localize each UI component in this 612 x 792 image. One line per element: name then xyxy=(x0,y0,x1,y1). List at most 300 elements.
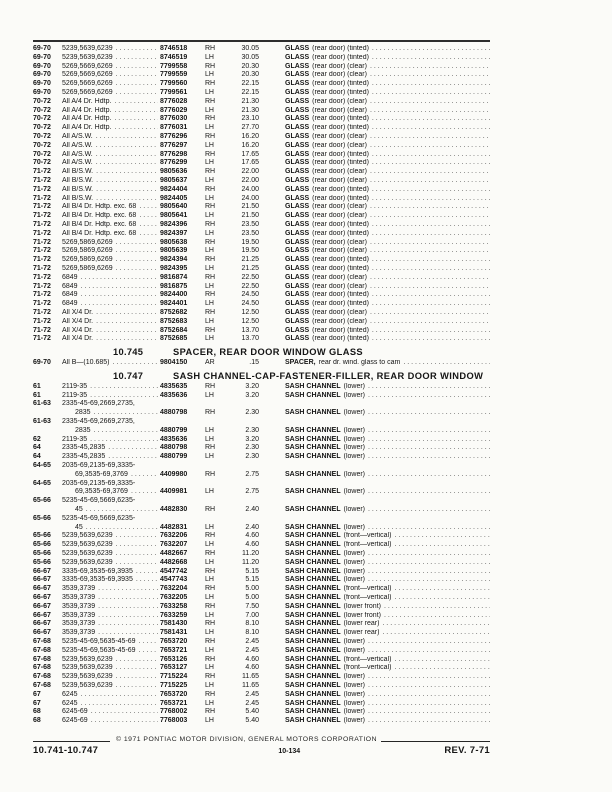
part-detail: (rear door) (clear) xyxy=(312,308,367,316)
price-cell: 22.50 xyxy=(241,273,259,281)
part-detail: (rear door) (tinted) xyxy=(312,220,369,228)
table-row xyxy=(33,418,490,436)
part-name: GLASS xyxy=(285,264,310,272)
model-cell xyxy=(62,133,158,142)
row-line xyxy=(33,436,490,445)
model-cell xyxy=(62,239,158,248)
description-cell xyxy=(285,568,490,577)
dot-leader xyxy=(379,629,490,638)
table-row xyxy=(33,63,490,72)
part-number-cell: 9824397 xyxy=(160,229,188,237)
model-text: 45 xyxy=(75,506,83,514)
part-name: SASH CHANNEL xyxy=(285,646,341,654)
years-cell: 71-72 xyxy=(33,247,51,255)
price-cell: 17.65 xyxy=(241,159,259,167)
description-cell xyxy=(285,107,490,116)
side-cell: RH xyxy=(205,655,216,663)
dot-leader xyxy=(365,506,490,515)
table-row xyxy=(33,71,490,80)
table-row xyxy=(33,700,490,709)
model-text: All X/4 Dr. xyxy=(62,335,94,343)
years-cell: 71-72 xyxy=(33,229,51,237)
row-line xyxy=(33,550,490,559)
part-number-cell: 4880799 xyxy=(160,426,188,434)
years-cell: 71-72 xyxy=(33,238,51,246)
model-text: 5239,5639,6239 xyxy=(62,664,113,672)
dot-leader xyxy=(113,80,158,89)
dot-leader xyxy=(365,673,490,682)
model-cell: 2035-69,2135-69,3335- xyxy=(62,479,136,487)
part-detail: (lower) xyxy=(343,699,366,707)
dot-leader xyxy=(369,80,490,89)
model-text: 5239,5639,6239 xyxy=(62,681,113,689)
model-text: 6245 xyxy=(62,690,78,698)
dot-leader xyxy=(367,318,490,327)
section-header xyxy=(33,370,490,383)
dot-leader xyxy=(365,444,490,453)
part-number-cell: 9805641 xyxy=(160,212,188,220)
part-detail: (lower) xyxy=(343,708,366,716)
row-line xyxy=(33,265,490,274)
model-text: 6849 xyxy=(62,273,78,281)
model-cell xyxy=(62,142,158,151)
years-cell: 71-72 xyxy=(33,168,51,176)
part-name: GLASS xyxy=(285,185,310,193)
model-text: 3539,3739 xyxy=(62,585,96,593)
table-row xyxy=(33,265,490,274)
dot-leader xyxy=(365,568,490,577)
side-cell: LH xyxy=(205,488,214,496)
years-cell: 70-72 xyxy=(33,132,51,140)
row-line xyxy=(33,700,490,709)
part-detail: (lower) xyxy=(343,382,366,390)
dot-leader xyxy=(113,54,158,63)
dot-leader xyxy=(113,239,158,248)
row-line xyxy=(33,664,490,673)
years-cell: 71-72 xyxy=(33,326,51,334)
row-line xyxy=(33,620,490,629)
years-cell: 71-72 xyxy=(33,194,51,202)
model-text: All A/4 Dr. Hdtp. xyxy=(62,97,112,105)
part-name: GLASS xyxy=(285,62,310,70)
row-line xyxy=(33,453,490,462)
model-cell xyxy=(62,717,158,726)
dot-leader xyxy=(391,541,490,550)
model-cell xyxy=(62,453,158,462)
table-row xyxy=(33,647,490,656)
part-detail: (lower) xyxy=(343,673,366,681)
dot-leader xyxy=(113,247,158,256)
model-cell xyxy=(62,664,158,673)
side-cell: RH xyxy=(205,62,216,70)
description-cell xyxy=(285,71,490,80)
part-detail: (lower) xyxy=(343,444,366,452)
dot-leader xyxy=(365,576,490,585)
years-cell: 64 xyxy=(33,453,41,461)
footer-labels xyxy=(33,745,490,756)
dot-leader xyxy=(365,550,490,559)
table-row xyxy=(33,638,490,647)
years-cell: 67-68 xyxy=(33,681,51,689)
dot-leader xyxy=(381,603,490,612)
part-name: SASH CHANNEL xyxy=(285,708,341,716)
table-row xyxy=(33,133,490,142)
side-cell: LH xyxy=(205,717,214,725)
part-number-cell: 4482831 xyxy=(160,523,188,531)
part-detail: (rear door) (clear) xyxy=(312,212,367,220)
model-text: 3335-69,3535-69,3935 xyxy=(62,576,133,584)
dot-leader xyxy=(367,71,490,80)
description-cell xyxy=(285,436,490,445)
side-cell: LH xyxy=(205,523,214,531)
years-cell: 69-70 xyxy=(33,45,51,52)
part-number-cell: 4835635 xyxy=(160,382,188,390)
table-row xyxy=(33,629,490,638)
dot-leader xyxy=(369,159,490,168)
part-name: SASH CHANNEL xyxy=(285,576,341,584)
part-detail: (rear door) (tinted) xyxy=(312,194,369,202)
model-cell xyxy=(62,177,158,186)
part-name: GLASS xyxy=(285,291,310,299)
part-number-cell: 7633259 xyxy=(160,611,188,619)
row-line xyxy=(33,63,490,72)
years-cell: 71-72 xyxy=(33,273,51,281)
dot-leader xyxy=(365,691,490,700)
dot-leader xyxy=(367,133,490,142)
row-line xyxy=(33,409,490,418)
model-cell xyxy=(62,427,158,436)
dot-leader xyxy=(88,708,158,717)
part-detail: (rear door) (tinted) xyxy=(312,264,369,272)
side-cell: RH xyxy=(205,97,216,105)
part-name: SASH CHANNEL xyxy=(285,638,341,645)
dot-leader xyxy=(369,45,490,54)
years-cell: 71-72 xyxy=(33,220,51,228)
side-cell: LH xyxy=(205,159,214,167)
model-text: 2119-35 xyxy=(62,391,88,399)
part-number-cell: 8776030 xyxy=(160,115,188,123)
row-line xyxy=(33,151,490,160)
part-detail: (rear door) (tinted) xyxy=(312,159,369,167)
part-number-cell: 4547743 xyxy=(160,576,188,584)
part-name: GLASS xyxy=(285,132,310,140)
model-text: All A/4 Dr. Hdtp. xyxy=(62,115,112,123)
dot-leader xyxy=(133,568,158,577)
price-cell: 5.00 xyxy=(245,585,259,593)
model-text: 2335-45,2835 xyxy=(62,444,106,452)
dot-leader xyxy=(365,708,490,717)
model-cell xyxy=(62,700,158,709)
dot-leader xyxy=(113,541,158,550)
parts-table xyxy=(33,40,490,726)
row-line xyxy=(33,427,490,436)
row-line xyxy=(33,309,490,318)
years-cell: 65-66 xyxy=(33,514,51,522)
part-number-cell: 7653126 xyxy=(160,655,188,663)
price-cell: 5.00 xyxy=(245,594,259,602)
model-cell xyxy=(62,392,158,401)
model-text: All A/S.W. xyxy=(62,141,93,149)
part-detail: (rear door) (clear) xyxy=(312,247,367,255)
side-cell: LH xyxy=(205,453,214,461)
table-row xyxy=(33,212,490,221)
years-cell: 69-70 xyxy=(33,53,51,61)
table-row xyxy=(33,436,490,445)
part-name: SASH CHANNEL xyxy=(285,523,341,531)
part-name: GLASS xyxy=(285,300,310,308)
part-detail: (rear door) (clear) xyxy=(312,71,367,79)
price-cell: 3.20 xyxy=(245,391,259,399)
side-cell: LH xyxy=(205,435,214,443)
side-cell: RH xyxy=(205,602,216,610)
part-name: SASH CHANNEL xyxy=(285,594,341,602)
side-cell: AR xyxy=(205,359,215,367)
dot-leader xyxy=(369,54,490,63)
model-cell: 5235-45-69,5669,6235- xyxy=(62,514,136,522)
price-cell: 2.30 xyxy=(245,444,259,452)
dot-leader xyxy=(369,327,490,336)
table-row xyxy=(33,168,490,177)
description-cell xyxy=(285,300,490,309)
side-cell: RH xyxy=(205,620,216,628)
years-cell: 66-67 xyxy=(33,594,51,602)
part-number-cell: 9824401 xyxy=(160,300,188,308)
part-detail: (front—vertical) xyxy=(343,664,392,672)
part-number-cell: 4482830 xyxy=(160,506,188,514)
description-cell xyxy=(285,151,490,160)
part-number-cell: 4547742 xyxy=(160,567,188,575)
price-cell: 30.05 xyxy=(241,53,259,61)
side-cell: RH xyxy=(205,470,216,478)
row-line xyxy=(33,488,490,497)
row-line xyxy=(33,576,490,585)
years-cell: 69-70 xyxy=(33,88,51,96)
dot-leader xyxy=(369,186,490,195)
model-text: 3539,3739 xyxy=(62,629,96,637)
side-cell: RH xyxy=(205,382,216,390)
part-name: SASH CHANNEL xyxy=(285,558,341,566)
model-cell xyxy=(62,124,158,133)
part-detail: (rear door) (clear) xyxy=(312,106,367,114)
price-cell: 11.20 xyxy=(242,550,259,558)
side-cell: RH xyxy=(205,238,216,246)
part-number-cell: 9816874 xyxy=(160,273,188,281)
row-line xyxy=(33,515,490,524)
part-number-cell: 4409981 xyxy=(160,488,188,496)
part-detail: (rear door) (clear) xyxy=(312,317,367,325)
part-number-cell: 9824405 xyxy=(160,194,188,202)
model-cell xyxy=(62,256,158,265)
description-cell xyxy=(285,691,490,700)
part-name: GLASS xyxy=(285,326,310,334)
table-row xyxy=(33,673,490,682)
description-cell xyxy=(285,115,490,124)
table-row xyxy=(33,664,490,673)
years-cell: 70-72 xyxy=(33,115,51,123)
description-cell xyxy=(285,186,490,195)
model-text: All X/4 Dr. xyxy=(62,317,94,325)
dot-leader xyxy=(369,265,490,274)
table-row xyxy=(33,107,490,116)
price-cell: 21.50 xyxy=(241,203,259,211)
side-cell: LH xyxy=(205,141,214,149)
description-cell xyxy=(285,124,490,133)
model-cell: 2035-69,2135-69,3335- xyxy=(62,462,136,470)
dot-leader xyxy=(369,195,490,204)
table-row xyxy=(33,453,490,462)
part-detail: (lower) xyxy=(343,638,366,645)
part-number-cell: 4880799 xyxy=(160,453,188,461)
dot-leader xyxy=(113,532,158,541)
price-cell: 22.00 xyxy=(241,168,259,176)
description-cell xyxy=(285,427,490,436)
table-row xyxy=(33,335,490,344)
model-cell xyxy=(62,585,158,594)
part-number-cell: 7581431 xyxy=(160,629,188,637)
part-detail: (rear door) (tinted) xyxy=(312,326,369,334)
model-text: All B/4 Dr. Hdtp. exc. 68 xyxy=(62,212,137,220)
part-name: GLASS xyxy=(285,124,310,132)
part-name: GLASS xyxy=(285,159,310,167)
row-line xyxy=(33,603,490,612)
row-line xyxy=(33,462,490,471)
part-name: GLASS xyxy=(285,335,310,343)
dot-leader xyxy=(93,186,158,195)
years-cell: 65-66 xyxy=(33,541,51,549)
model-cell xyxy=(62,638,158,647)
price-cell: 23.50 xyxy=(241,229,259,237)
description-cell xyxy=(285,629,490,638)
model-text: All A/S.W. xyxy=(62,132,93,140)
side-cell: RH xyxy=(205,80,216,88)
description-cell xyxy=(285,291,490,300)
row-line xyxy=(33,124,490,133)
description-cell xyxy=(285,594,490,603)
model-text: 6245 xyxy=(62,699,78,707)
side-cell: LH xyxy=(205,124,214,132)
side-cell: LH xyxy=(205,194,214,202)
copyright-text: © 1971 PONTIAC MOTOR DIVISION, GENERAL MOTORS CORPORATION xyxy=(116,736,377,743)
description-cell xyxy=(285,133,490,142)
part-name: SASH CHANNEL xyxy=(285,488,341,496)
model-cell: 2335-45-69,2669,2735, xyxy=(62,400,135,408)
row-line xyxy=(33,335,490,344)
row-line xyxy=(33,80,490,89)
side-cell: RH xyxy=(205,708,216,716)
dot-leader xyxy=(367,283,490,292)
years-cell: 70-72 xyxy=(33,159,51,167)
part-number-cell: 7633258 xyxy=(160,602,188,610)
row-line xyxy=(33,195,490,204)
dot-leader xyxy=(113,559,158,568)
model-text: 2335-45,2835 xyxy=(62,453,106,461)
row-line xyxy=(33,115,490,124)
years-cell: 70-72 xyxy=(33,141,51,149)
description-cell xyxy=(285,656,490,665)
years-cell: 67-68 xyxy=(33,664,51,672)
years-cell: 67-68 xyxy=(33,655,51,663)
part-name: GLASS xyxy=(285,150,310,158)
part-number-cell: 7653720 xyxy=(160,690,188,698)
table-row xyxy=(33,656,490,665)
price-cell: 21.50 xyxy=(241,212,259,220)
part-detail: (lower) xyxy=(343,681,366,689)
years-cell: 67-68 xyxy=(33,673,51,681)
part-detail: (front—vertical) xyxy=(343,541,392,549)
part-number-cell: 4482668 xyxy=(160,558,188,566)
table-row xyxy=(33,717,490,726)
side-cell: LH xyxy=(205,317,214,325)
table-row xyxy=(33,300,490,309)
side-cell: RH xyxy=(205,532,216,540)
part-detail: (rear door) (tinted) xyxy=(312,80,369,88)
model-cell: 2335-45-69,2669,2735, xyxy=(62,418,135,426)
dot-leader xyxy=(379,620,490,629)
part-detail: (lower) xyxy=(343,391,366,399)
row-line xyxy=(33,327,490,336)
dot-leader xyxy=(95,585,158,594)
dot-leader xyxy=(93,309,158,318)
years-cell: 70-72 xyxy=(33,106,51,114)
part-number-cell: 8752682 xyxy=(160,308,188,316)
price-cell: 23.10 xyxy=(241,115,259,123)
part-number-cell: 8776299 xyxy=(160,159,188,167)
model-cell xyxy=(62,186,158,195)
part-name: GLASS xyxy=(285,256,310,264)
row-line xyxy=(33,45,490,54)
description-cell xyxy=(285,177,490,186)
part-name: GLASS xyxy=(285,229,310,237)
row-line xyxy=(33,647,490,656)
part-number-cell: 4482667 xyxy=(160,550,188,558)
years-cell: 67-68 xyxy=(33,638,51,645)
description-cell xyxy=(285,647,490,656)
model-cell xyxy=(62,559,158,568)
part-number-cell: 7632207 xyxy=(160,541,188,549)
model-cell xyxy=(62,98,158,107)
part-detail: (lower) xyxy=(343,523,366,531)
part-name: SASH CHANNEL xyxy=(285,453,341,461)
description-cell xyxy=(285,638,490,647)
part-detail: (rear door) (clear) xyxy=(312,238,367,246)
table-row xyxy=(33,177,490,186)
years-cell: 71-72 xyxy=(33,291,51,299)
row-line xyxy=(33,673,490,682)
part-name: SASH CHANNEL xyxy=(285,673,341,681)
price-cell: 2.40 xyxy=(245,506,259,514)
part-name: SASH CHANNEL xyxy=(285,620,341,628)
years-cell: 71-72 xyxy=(33,203,51,211)
part-detail: (rear door) (clear) xyxy=(312,141,367,149)
part-detail: (lower) xyxy=(343,426,366,434)
part-number-cell: 7653721 xyxy=(160,646,188,654)
table-row xyxy=(33,159,490,168)
side-cell: LH xyxy=(205,611,214,619)
part-detail: (rear door) (tinted) xyxy=(312,256,369,264)
description-cell xyxy=(285,203,490,212)
years-cell: 65-66 xyxy=(33,497,51,505)
part-name: SASH CHANNEL xyxy=(285,681,341,689)
model-cell xyxy=(62,159,158,168)
side-cell: RH xyxy=(205,185,216,193)
model-cell xyxy=(62,203,158,212)
part-number-cell: 7799559 xyxy=(160,71,188,79)
side-cell: LH xyxy=(205,300,214,308)
row-line xyxy=(33,524,490,533)
dot-leader xyxy=(93,133,158,142)
dot-leader xyxy=(369,291,490,300)
part-detail: (rear door) (tinted) xyxy=(312,88,369,96)
